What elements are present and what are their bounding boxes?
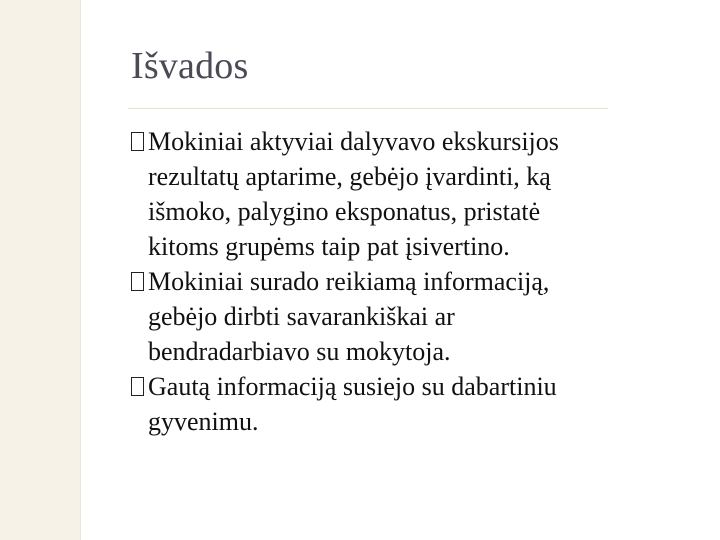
bullet-line: rezultatų aptarime, gebėjo įvardinti, ką [148, 162, 551, 191]
bullet-line: Gautą informaciją susiejo su dabartiniu [148, 372, 557, 401]
slide-title: Išvados [131, 45, 249, 87]
bullet-line: bendradarbiavo su mokytoja. [148, 337, 451, 366]
bullet-item [131, 264, 691, 369]
title-divider [128, 108, 608, 109]
missing-glyph-box-icon [131, 377, 144, 396]
missing-glyph-box-icon [131, 132, 144, 151]
bullet-line: kitoms grupėms taip pat įsivertino. [148, 232, 510, 261]
bullet-line: Mokiniai aktyviai dalyvavo ekskursijos [148, 127, 559, 156]
bullet-item [131, 124, 691, 264]
bullet-line: Mokiniai surado reikiamą informaciją, [148, 267, 550, 296]
bullet-line: gyvenimu. [148, 407, 259, 436]
bullet-list [131, 124, 691, 439]
missing-glyph-box-icon [131, 272, 144, 291]
decorative-left-band [0, 0, 81, 540]
bullet-item [131, 369, 691, 439]
bullet-line: gebėjo dirbti savarankiškai ar [148, 302, 455, 331]
bullet-line: išmoko, palygino eksponatus, pristatė [148, 197, 541, 226]
